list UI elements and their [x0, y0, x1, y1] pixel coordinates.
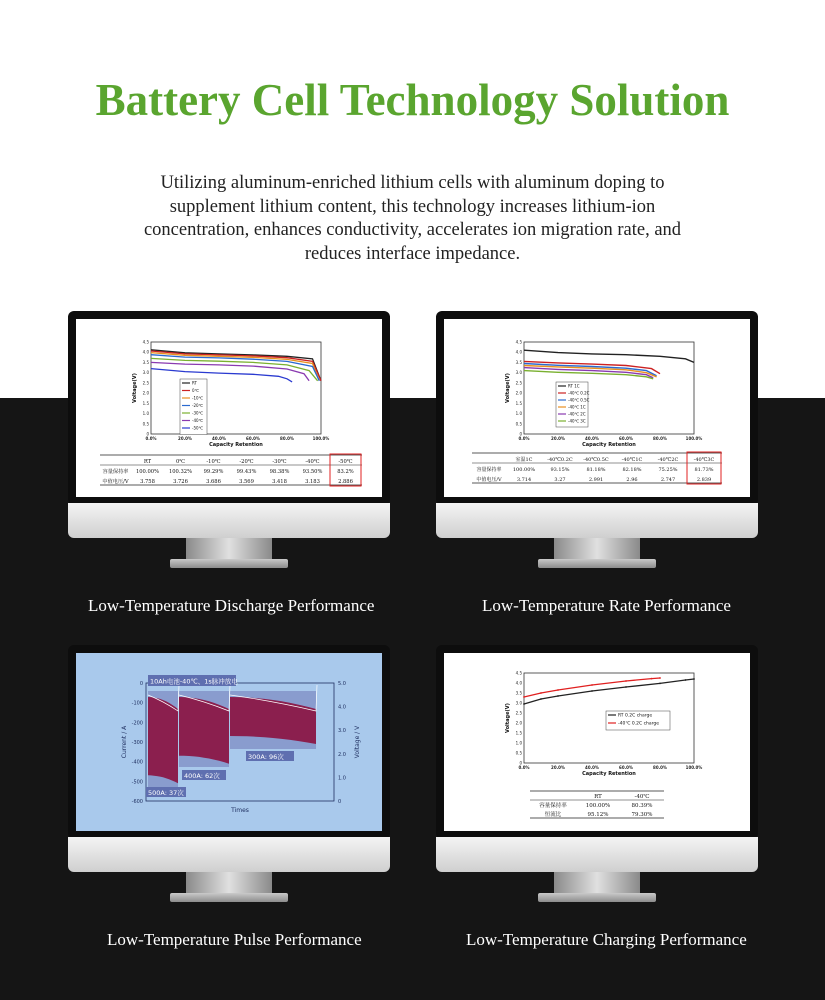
caption-discharge: Low-Temperature Discharge Performance: [88, 596, 375, 615]
y-tick-label: 0: [139, 681, 143, 687]
table-header: -40℃: [305, 459, 320, 465]
series-line: [151, 369, 292, 382]
y-tick-label: -600: [131, 799, 143, 805]
monitor-base: [538, 893, 656, 902]
y-tick-label: 0.5: [515, 750, 522, 756]
table-cell: 100.00%: [135, 469, 160, 475]
x-tick-label: 80.0%: [280, 436, 294, 441]
x-tick-label: 0.0%: [518, 436, 530, 441]
x-tick-label: 0.0%: [518, 765, 530, 770]
y-tick-label: 1.0: [515, 740, 522, 746]
y-tick-label: 4.0: [515, 349, 522, 355]
series-line: [524, 350, 694, 362]
intro-paragraph: Utilizing aluminum-enriched lithium cells with aluminum doping to supplement lithium content, this technology increases lithium-ion concentration, enhances conductivity, accelerates ion migration rate, and reduces interface impedance.: [143, 173, 682, 264]
legend-label: RT: [192, 380, 197, 386]
legend-label: 0℃: [192, 388, 200, 393]
table-cell: 2.886: [338, 479, 353, 485]
monitor-charging: [436, 645, 758, 903]
y-tick-label: 3.0: [142, 370, 149, 376]
table-header: RT: [594, 794, 602, 800]
legend-label: -40℃ 1C: [568, 404, 586, 410]
table-cell: 2.991: [588, 477, 604, 483]
y-tick-label: -100: [131, 700, 143, 707]
series-line: [524, 678, 660, 697]
table-cell: 3.686: [206, 479, 221, 485]
table-cell: 100.00%: [585, 803, 611, 809]
legend-label: -40℃: [192, 418, 204, 423]
x-tick-label: 60.0%: [619, 436, 633, 441]
charging-chart: [444, 653, 750, 831]
caption-rate: Low-Temperature Rate Performance: [482, 596, 731, 615]
table-header: RT: [143, 459, 152, 465]
y-right-tick-label: 5.0: [338, 681, 346, 687]
legend-label: -50℃: [192, 425, 204, 431]
y-tick-label: 0: [519, 431, 522, 437]
monitor-screen: [76, 319, 382, 497]
caption-charging: Low-Temperature Charging Performance: [466, 930, 747, 949]
y-axis-label: Voltage(V): [132, 373, 138, 403]
legend-label: RT 1C: [568, 383, 580, 389]
data-point: [557, 695, 559, 697]
table-cell: 100.00%: [512, 467, 536, 473]
table-cell: 3.183: [305, 479, 320, 485]
y-right-tick-label: 3.0: [338, 728, 346, 735]
monitor-base: [538, 559, 656, 568]
monitor-base: [170, 893, 288, 902]
pulse-area: [148, 697, 178, 783]
x-tick-label: 20.0%: [551, 436, 565, 441]
data-point: [651, 678, 653, 680]
y-tick-label: 0: [519, 760, 522, 766]
x-axis-label: Capacity Retention: [209, 442, 263, 448]
monitor-discharge: [68, 311, 390, 569]
legend-label: -40℃ 0.2C charge: [618, 721, 660, 727]
x-tick-label: 100.0%: [685, 765, 703, 770]
y-tick-label: -500: [131, 779, 143, 786]
x-tick-label: 80.0%: [653, 436, 667, 441]
monitor-stand: [554, 872, 640, 894]
monitor-chin: [436, 503, 758, 538]
data-point: [523, 696, 525, 698]
table-cell: 83.2%: [337, 469, 354, 475]
table-header: -40℃1C: [621, 457, 643, 463]
annotation-label: 300A: 96次: [248, 753, 284, 761]
y-tick-label: 2.0: [515, 390, 522, 396]
discharge-chart: [76, 319, 382, 497]
y-tick-label: 1.0: [142, 411, 149, 417]
table-header: -40℃0.2C: [547, 457, 573, 463]
monitor-chin: [68, 503, 390, 538]
table-cell: 3.726: [173, 479, 188, 485]
x-tick-label: 100.0%: [312, 436, 330, 441]
table-header: 0℃: [175, 459, 186, 465]
y-tick-label: 1.5: [142, 400, 149, 406]
x-tick-label: 20.0%: [178, 436, 192, 441]
table-cell: 3.418: [272, 479, 287, 485]
table-cell: 79.30%: [631, 812, 653, 818]
table-cell: 中值电压/V: [476, 477, 502, 483]
x-tick-label: 40.0%: [585, 436, 599, 441]
table-cell: 81.73%: [694, 467, 714, 473]
y-tick-label: 2.5: [515, 380, 522, 386]
x-tick-label: 0.0%: [145, 436, 157, 441]
chart-title: 10Ah电池-40℃、1s脉冲放电: [150, 677, 238, 686]
y-axis-label: Current / A: [121, 725, 128, 759]
x-axis-label: Times: [231, 807, 249, 814]
monitor-stand: [186, 872, 272, 894]
y-tick-label: 4.5: [142, 339, 149, 345]
data-point: [591, 690, 593, 692]
y-tick-label: 2.5: [515, 710, 522, 716]
table-cell: 3.714: [516, 477, 532, 483]
y-tick-label: 2.5: [142, 380, 149, 386]
legend-label: -30℃: [192, 410, 204, 416]
data-point: [693, 678, 695, 680]
table-cell: 2.96: [626, 477, 638, 483]
y-tick-label: 0.5: [142, 421, 149, 427]
table-cell: 75.25%: [658, 467, 678, 473]
y-right-axis-label: Voltage / V: [354, 725, 361, 759]
data-point: [557, 689, 559, 691]
monitor-pulse: [68, 645, 390, 903]
table-header: -30℃: [272, 459, 287, 465]
data-point: [659, 677, 661, 679]
y-tick-label: 4.5: [515, 339, 522, 345]
legend-label: -40℃ 3C: [568, 418, 586, 424]
table-header: -50℃: [338, 459, 353, 465]
x-tick-label: 100.0%: [685, 436, 703, 441]
table-cell: 3.758: [140, 479, 155, 485]
table-header: -20℃: [239, 459, 254, 465]
table-cell: 容量保持率: [476, 467, 502, 473]
y-axis-label: Voltage(V): [505, 373, 511, 403]
table-cell: 容量保持率: [102, 469, 129, 475]
table-header: -40℃0.5C: [583, 457, 609, 463]
y-tick-label: -200: [131, 720, 143, 727]
table-cell: 100.32%: [168, 469, 193, 475]
plot-frame: [524, 342, 694, 434]
y-tick-label: 3.5: [515, 690, 522, 696]
rate-chart: [444, 319, 750, 497]
x-tick-label: 80.0%: [653, 765, 667, 770]
table-cell: 99.29%: [203, 469, 224, 475]
data-point: [625, 680, 627, 682]
y-tick-label: 2.0: [142, 390, 149, 396]
table-cell: 容量保持率: [539, 803, 567, 809]
caption-pulse: Low-Temperature Pulse Performance: [107, 930, 362, 949]
data-point: [659, 683, 661, 685]
x-tick-label: 20.0%: [551, 765, 565, 770]
y-right-tick-label: 4.0: [338, 704, 346, 711]
legend-label: -40℃ 0.2C: [568, 390, 590, 396]
annotation-label: 400A: 62次: [184, 772, 220, 780]
y-tick-label: -300: [131, 740, 143, 746]
x-tick-label: 40.0%: [585, 765, 599, 770]
x-tick-label: 60.0%: [619, 765, 633, 770]
y-tick-label: 3.5: [515, 359, 522, 365]
x-tick-label: 60.0%: [246, 436, 260, 441]
table-cell: 3.569: [239, 479, 254, 485]
data-point: [540, 698, 542, 700]
table-header: -10℃: [206, 459, 221, 465]
table-cell: 93.15%: [550, 467, 570, 473]
legend-label: RT 0.2C charge: [618, 713, 653, 719]
table-cell: 80.39%: [631, 803, 653, 809]
monitor-screen: [76, 653, 382, 831]
table-cell: 98.38%: [269, 469, 290, 475]
y-tick-label: 1.5: [515, 400, 522, 406]
legend-label: -40℃ 0.5C: [568, 397, 590, 403]
table-header: 室温1C: [515, 457, 533, 463]
table-cell: 2.747: [660, 477, 676, 483]
monitor-stand: [554, 538, 640, 560]
y-tick-label: 2.0: [515, 720, 522, 726]
y-right-tick-label: 1.0: [338, 775, 346, 782]
table-header: -40℃: [634, 794, 650, 800]
table-cell: 3.27: [554, 477, 566, 483]
monitor-stand: [186, 538, 272, 560]
y-right-tick-label: 2.0: [338, 751, 346, 758]
series-line: [151, 358, 318, 380]
data-point: [523, 703, 525, 705]
y-tick-label: 1.5: [515, 730, 522, 736]
table-cell: 81.18%: [586, 467, 606, 473]
y-tick-label: 0.5: [515, 421, 522, 427]
monitor-base: [170, 559, 288, 568]
monitor-chin: [68, 837, 390, 872]
series-line: [524, 371, 653, 379]
legend-label: -40℃ 2C: [568, 411, 586, 417]
table-header: -40℃3C: [693, 457, 715, 463]
monitor-chin: [436, 837, 758, 872]
table-cell: 82.18%: [622, 467, 642, 473]
y-axis-label: Voltage(V): [505, 703, 511, 733]
data-point: [625, 686, 627, 688]
pulse-area: [179, 697, 229, 764]
annotation-label: 500A: 37次: [148, 789, 184, 797]
x-axis-label: Capacity Retention: [582, 771, 636, 777]
data-point: [591, 684, 593, 686]
y-tick-label: 0: [146, 431, 149, 437]
data-point: [540, 692, 542, 694]
y-tick-label: 3.5: [142, 359, 149, 365]
x-tick-label: 40.0%: [212, 436, 226, 441]
y-tick-label: -400: [131, 759, 143, 766]
table-cell: 95.12%: [587, 812, 609, 818]
page-title: Battery Cell Technology Solution: [95, 75, 730, 125]
x-axis-label: Capacity Retention: [582, 442, 636, 448]
y-tick-label: 4.0: [515, 680, 522, 686]
legend-label: -20℃: [192, 403, 204, 408]
y-tick-label: 1.0: [515, 411, 522, 417]
y-tick-label: 3.0: [515, 370, 522, 376]
table-cell: 恒流比: [544, 812, 562, 818]
legend-label: -10℃: [192, 395, 204, 401]
y-tick-label: 4.5: [515, 670, 522, 676]
table-cell: 93.50%: [302, 469, 323, 475]
table-cell: 99.43%: [236, 469, 257, 475]
pulse-chart: [76, 653, 382, 831]
table-header: -40℃2C: [657, 457, 679, 463]
y-right-tick-label: 0: [338, 799, 342, 805]
y-tick-label: 4.0: [142, 349, 149, 355]
table-cell: 中值电压/V: [102, 479, 129, 485]
monitor-screen: [444, 653, 750, 831]
monitor-rate: [436, 311, 758, 569]
data-point: [685, 679, 687, 681]
monitor-screen: [444, 319, 750, 497]
table-cell: 2.839: [696, 477, 712, 483]
y-tick-label: 3.0: [515, 700, 522, 706]
